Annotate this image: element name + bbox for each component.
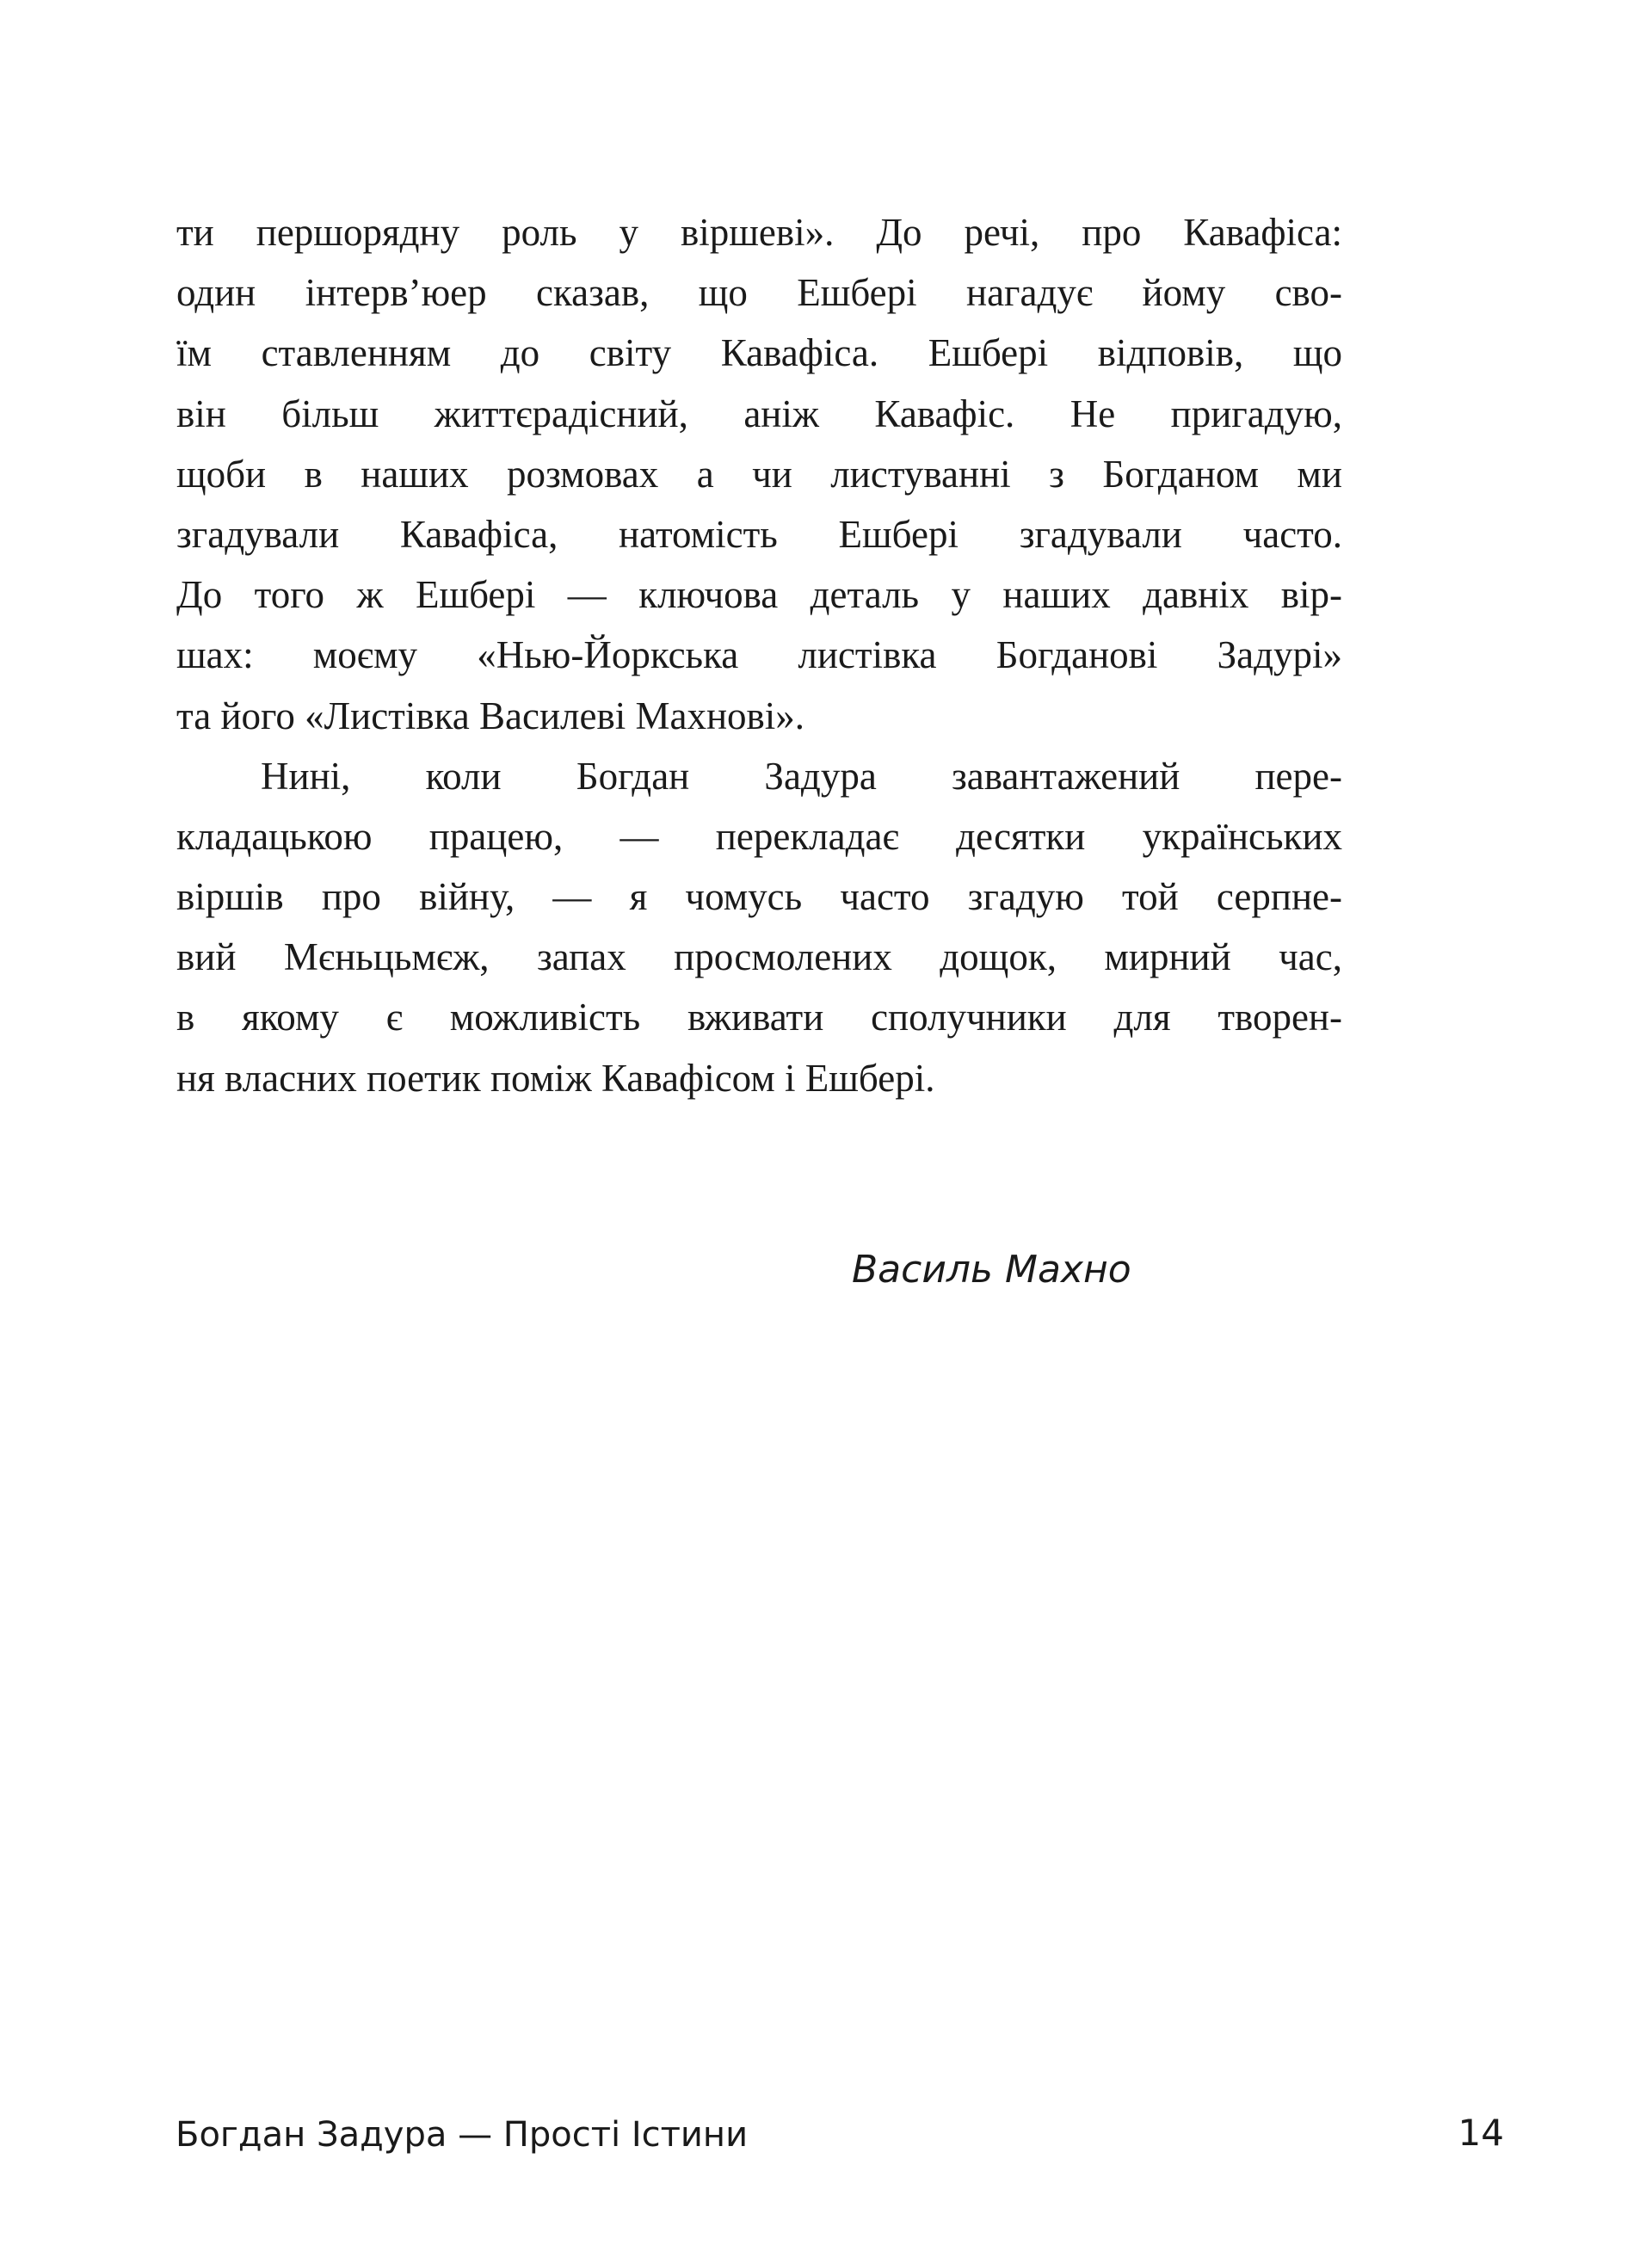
body-text [176,202,1342,1108]
text-line: щоби в наших розмовах а чи листуванні з Богданом ми [176,452,1342,496]
text-line: один інтерв’юер сказав, що Ешбері нагадує йому сво- [176,271,1342,315]
text-line: ти першорядну роль у віршеві». До речі, про Кавафіса: [176,211,1342,254]
text-line: згадували Кавафіса, натомість Ешбері згадували часто. [176,512,1342,556]
text-line: вий Мєньцьмєж, запах просмолених дощок, мирний час, [176,935,1342,979]
text-line: шах: моєму «Нью-Йоркська листівка Богданові Задурі» [176,633,1342,677]
text-line: віршів про війну, — я чомусь часто згадую той серпне- [176,875,1342,919]
text-line: До того ж Ешбері — ключова деталь у наших давніх вір- [176,573,1342,617]
text-line: в якому є можливість вживати сполучники для творен- [176,996,1342,1039]
text-line: та його «Листівка Василеві Махнові». [176,694,805,737]
text-line: їм ставленням до світу Кавафіса. Ешбері відповів, що [176,331,1342,375]
author-signature: Василь Махно [852,1248,1131,1292]
text-line: Нині, коли Богдан Задура завантажений пере- [261,754,1342,798]
page-number: 14 [1458,2112,1504,2154]
text-line: кладацькою працею, — перекладає десятки українських [176,814,1342,858]
text-line: ня власних поетик поміж Кавафісом і Ешбері. [176,1056,935,1100]
text-line: він більш життєрадісний, аніж Кавафіс. Не пригадую, [176,392,1342,435]
running-footer-title: Богдан Задура — Прості Істини [176,2115,749,2155]
